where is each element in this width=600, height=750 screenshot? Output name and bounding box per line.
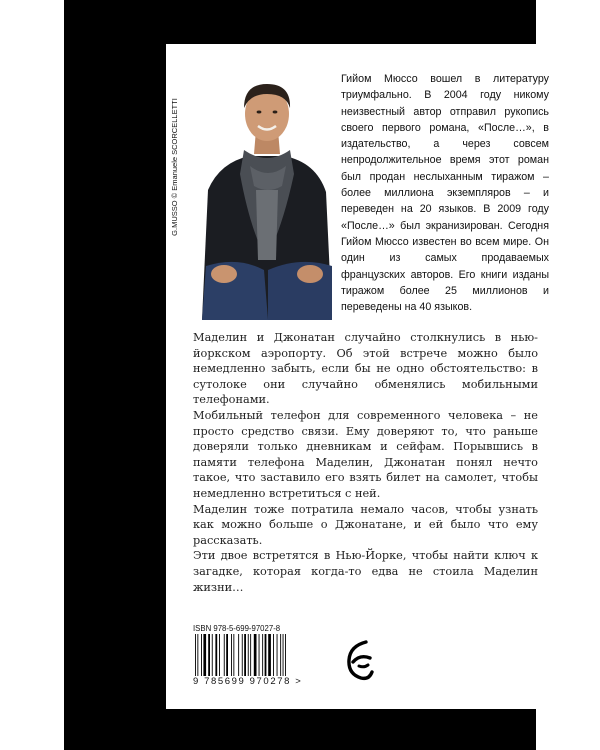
- synopsis-paragraph: Маделин и Джонатан случайно столкнулись в нью-йоркском аэропорту. Об этой встрече можно было немедленно забыть, если бы не одно обстоятельство: в сутолоке они случайно обменялись мобильными телефонами.: [193, 331, 538, 407]
- author-bio: Гийом Мюссо вошел в литературу триумфально. В 2004 году никому неизвестный автор отправил рукопись своего первого романа, «После…», в издательство, а через совсем непродолжительное время этот роман был продан неслыханным тиражом – более миллиона экземпляров – и переведен на 20 языков. В 2009 году «После…» был экранизирован. Сегодня Гийом Мюссо известен во всем мире. Он один из самых продаваемых французских авторов. Его книги изданы тиражом более 25 миллионов и переведены на 40 языков.: [341, 73, 549, 314]
- synopsis-paragraph: Эти двое встретятся в Нью-Йорке, чтобы найти ключ к загадке, которая когда-то едва не стоила Маделин жизни…: [193, 549, 538, 594]
- book-synopsis: [193, 330, 538, 595]
- publisher-logo-icon: [344, 638, 374, 682]
- author-photo: [198, 70, 336, 320]
- isbn-label: ISBN 978-5-699-97027-8: [193, 624, 281, 633]
- cover-frame: [64, 0, 549, 750]
- synopsis-paragraph: Мобильный телефон для современного человека – не просто средство связи. Ему доверяют то, что раньше доверяли только дневникам и сейфам. Порывшись в памяти телефона Маделин, Джонатан понял нечто такое, что заставило его взять билет на самолет, чтобы немедленно встретиться с ней.: [193, 408, 538, 500]
- photo-credit: G.MUSSO © Emanuele SCORCELLETTI: [170, 98, 179, 236]
- synopsis-paragraph: Маделин тоже потратила немало часов, чтобы узнать как можно больше о Джонатане, и ей было что ему рассказать.: [193, 502, 538, 547]
- back-cover-page: [166, 44, 562, 709]
- barcode: [193, 634, 319, 676]
- barcode-digits: 9 785699 970278 >: [193, 676, 303, 687]
